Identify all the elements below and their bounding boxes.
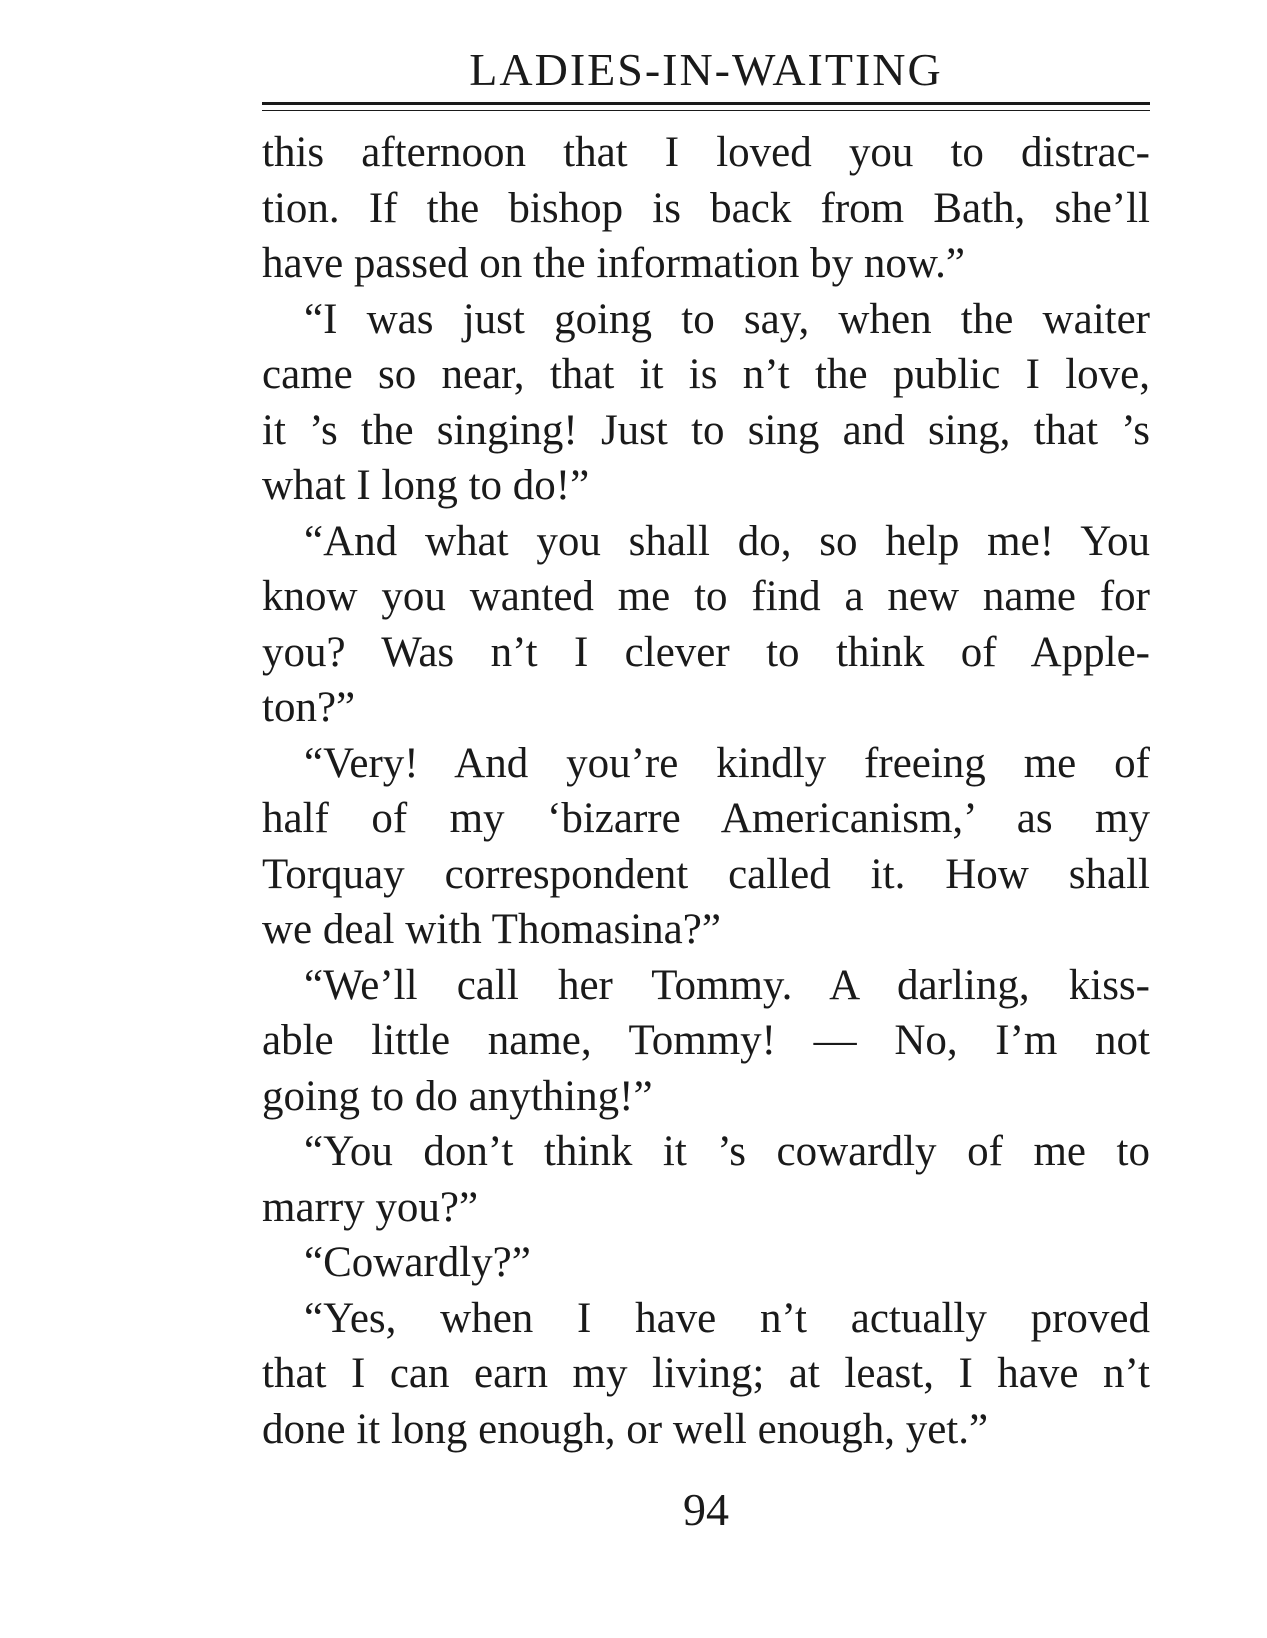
- text-line: it ’s the singing! Just to sing and sing, that ’s: [262, 406, 1150, 454]
- text-line: marry you?”: [262, 1183, 479, 1231]
- text-line: “Very! And you’re kindly freeing me of: [304, 739, 1150, 787]
- text-line: know you wanted me to find a new name for: [262, 573, 1150, 620]
- text-line: “You don’t think it ’s cowardly of me to: [304, 1128, 1150, 1175]
- text-line: done it long enough, or well enough, yet.”: [262, 1405, 989, 1453]
- text-line: able little name, Tommy! — No, I’m not: [262, 1017, 1150, 1064]
- body-text: [262, 125, 1150, 1457]
- text-line: “Yes, when I have n’t actually proved: [304, 1294, 1150, 1342]
- text-line: came so near, that it is n’t the public I love,: [262, 351, 1150, 398]
- header-rule-thin: [262, 110, 1150, 111]
- text-line: what I long to do!”: [262, 462, 590, 509]
- text-line: that I can earn my living; at least, I have n’t: [262, 1350, 1150, 1397]
- text-line: “We’ll call her Tommy. A darling, kiss-: [304, 961, 1150, 1009]
- text-line: going to do anything!”: [262, 1072, 653, 1120]
- header-rule-thick: [262, 102, 1150, 105]
- text-line: we deal with Thomasina?”: [262, 906, 721, 953]
- running-title: LADIES-IN-WAITING: [469, 44, 943, 95]
- page-number: 94: [683, 1484, 729, 1535]
- text-line: tion. If the bishop is back from Bath, she’ll: [262, 184, 1150, 232]
- text-line: half of my ‘bizarre Americanism,’ as my: [262, 795, 1150, 842]
- text-line: ton?”: [262, 684, 356, 731]
- text-line: “I was just going to say, when the waiter: [304, 295, 1150, 343]
- book-page: [262, 40, 1150, 1600]
- text-line: have passed on the information by now.”: [262, 240, 965, 287]
- text-line: “And what you shall do, so help me! You: [304, 517, 1150, 565]
- text-line: you? Was n’t I clever to think of Apple-: [262, 628, 1150, 676]
- text-line: this afternoon that I loved you to distrac-: [262, 129, 1150, 176]
- text-line: “Cowardly?”: [304, 1239, 531, 1286]
- text-line: Torquay correspondent called it. How shall: [262, 850, 1150, 898]
